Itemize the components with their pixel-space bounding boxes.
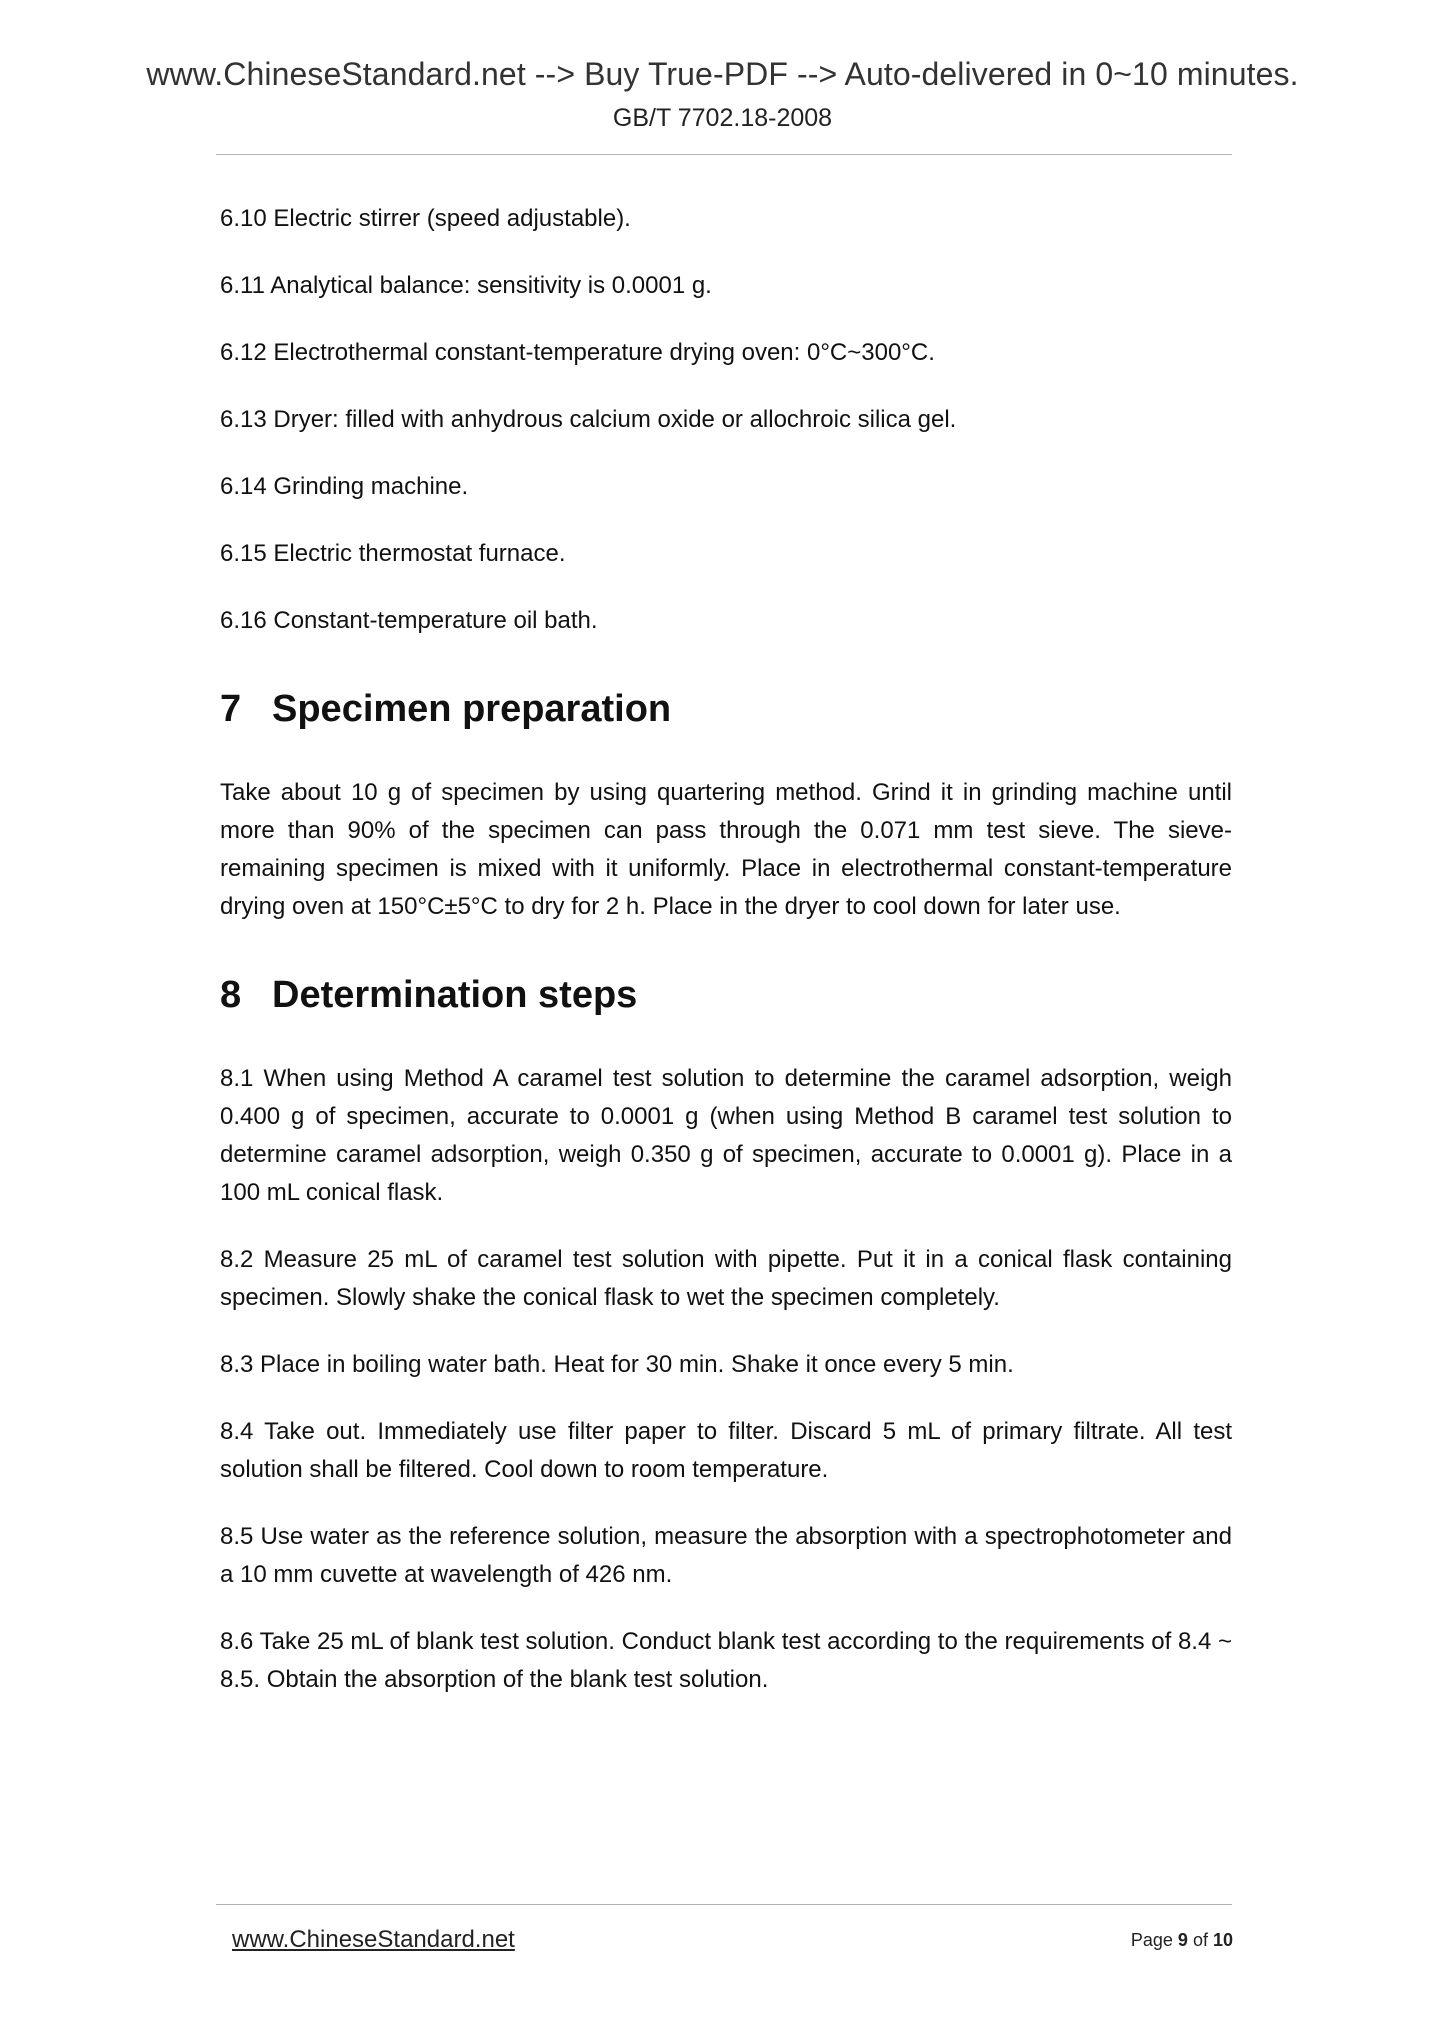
step-8-6: 8.6 Take 25 mL of blank test solution. Conduct blank test according to the requirements of 8.4 ~ 8.5. Obtain the absorption of the blank test solution. — [220, 1628, 1232, 1693]
section-7-paragraph: Take about 10 g of specimen by using quartering method. Grind it in grinding machine until more than 90% of the specimen can pass through the 0.071 mm test sieve. The sieve-remaining specimen is mixed with it uniformly. Place in electrothermal constant-temperature drying oven at 150°C±5°C to dry for 2 h. Place in the dryer to cool down for later use. — [220, 779, 1232, 920]
page-of: of — [1192, 1930, 1208, 1950]
page-total: 10 — [1212, 1930, 1233, 1950]
section-7-title: Specimen preparation — [272, 688, 672, 730]
header-divider — [216, 154, 1232, 155]
footer-site-link[interactable]: www.ChineseStandard.net — [232, 1926, 515, 1953]
step-8-3: 8.3 Place in boiling water bath. Heat for 30 min. Shake it once every 5 min. — [220, 1351, 1014, 1378]
clause-6-10: 6.10 Electric stirrer (speed adjustable). — [220, 205, 631, 232]
section-8-heading — [220, 972, 1232, 1018]
page-word: Page — [1130, 1930, 1173, 1950]
step-8-1: 8.1 When using Method A caramel test solution to determine the caramel adsorption, weigh 0.400 g of specimen, accurate to 0.0001 g (when using Method B caramel test solution to determine caramel adsorption, weigh 0.350 g of specimen, accurate to 0.0001 g). Place in a 100 mL conical flask. — [220, 1065, 1232, 1206]
document-code: GB/T 7702.18-2008 — [612, 104, 833, 132]
clause-6-15: 6.15 Electric thermostat furnace. — [220, 540, 566, 567]
page-indicator — [1131, 1930, 1233, 1951]
step-8-4: 8.4 Take out. Immediately use filter paper to filter. Discard 5 mL of primary filtrate. All test solution shall be filtered. Cool down to room temperature. — [220, 1418, 1232, 1483]
clause-6-13: 6.13 Dryer: filled with anhydrous calcium oxide or allochroic silica gel. — [220, 406, 957, 433]
clause-6-12: 6.12 Electrothermal constant-temperature drying oven: 0°C~300°C. — [220, 339, 935, 366]
section-8-number: 8 — [220, 974, 242, 1016]
footer-divider — [216, 1904, 1232, 1905]
section-7-number: 7 — [220, 688, 242, 730]
header-banner-link[interactable]: www.ChineseStandard.net --> Buy True-PDF --> Auto-delivered in 0~10 minutes. — [146, 56, 1299, 92]
clause-6-16: 6.16 Constant-temperature oil bath. — [220, 607, 598, 634]
page-current: 9 — [1177, 1930, 1188, 1950]
step-8-2: 8.2 Measure 25 mL of caramel test solution with pipette. Put it in a conical flask containing specimen. Slowly shake the conical flask to wet the specimen completely. — [220, 1246, 1232, 1311]
clause-6-11: 6.11 Analytical balance: sensitivity is 0.0001 g. — [220, 272, 712, 299]
section-8-title: Determination steps — [272, 974, 638, 1016]
section-7-heading — [220, 686, 1232, 732]
clause-6-14: 6.14 Grinding machine. — [220, 473, 469, 500]
step-8-5: 8.5 Use water as the reference solution, measure the absorption with a spectrophotometer and a 10 mm cuvette at wavelength of 426 nm. — [220, 1523, 1232, 1588]
document-body — [220, 200, 1232, 1728]
